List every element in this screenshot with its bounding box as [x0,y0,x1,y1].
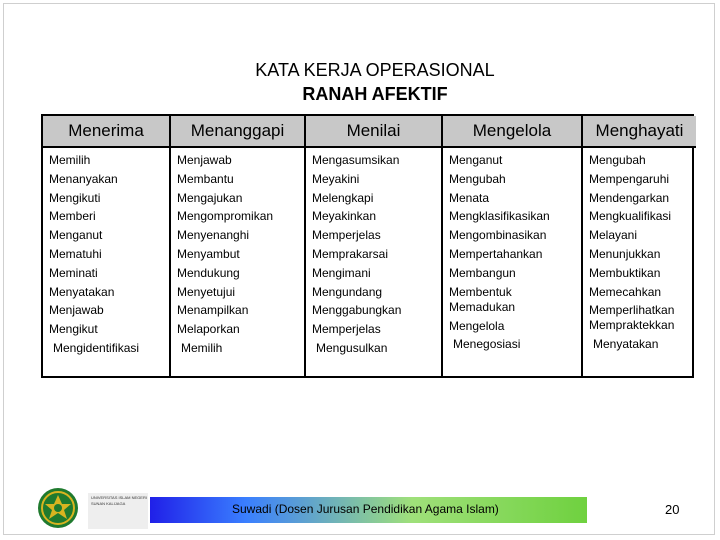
column-header: Mengelola [442,116,582,147]
verb-item: Mengikut [49,322,98,337]
verb-item: Membuktikan [589,265,661,280]
verb-item: Melayani [589,228,638,243]
verb-item: Memperjelas [312,228,381,243]
verb-table [41,114,694,378]
column-menanggapi [170,147,305,376]
column-menilai [305,147,442,376]
verb-item: Meyakinkan [312,209,377,224]
verb-item: Menyatakan [49,284,115,299]
verb-item: Mengimani [312,265,371,280]
verb-item: Menunjukkan [589,246,661,261]
verb-item: Menyambut [177,246,240,261]
title-line-2: RANAH AFEKTIF [302,84,448,104]
verb-item: Mengkualifikasi [589,209,672,224]
institution-name: UNIVERSITAS ISLAM NEGERI SUNAN KALIJAGA [88,493,148,529]
column-header: Menghayati [582,116,696,147]
verb-item: Mendengarkan [589,190,670,205]
verb-item: Mengikuti [49,190,101,205]
verb-item: Mengusulkan [316,340,388,355]
verb-item: Menggabungkan [312,303,402,318]
verb-item: Menegosiasi [453,337,521,352]
title-block [0,58,720,106]
verb-item: Memilih [49,153,91,167]
verb-item: Mempengaruhi [589,171,670,186]
verb-item: Mengompromikan [177,209,274,224]
verb-item: Menyatakan [593,337,659,352]
column-menghayati [582,147,696,376]
verb-item: Mendukung [177,265,240,280]
verb-item: Mengombinasikan [449,228,547,243]
verb-item: Membentuk Memadukan [449,284,516,314]
verb-item: Menanyakan [49,171,118,186]
verb-item: Mempertahankan [449,246,543,261]
verb-item: Menganut [449,153,503,167]
verb-item: Mengidentifikasi [53,340,140,355]
verb-item: Mengubah [449,171,506,186]
footer-author: Suwadi (Dosen Jurusan Pendidikan Agama Islam) [232,502,499,516]
verb-item: Mengasumsikan [312,153,400,167]
verb-item: Melengkapi [312,190,374,205]
verb-item: Membangun [449,265,516,280]
verb-item: Menyenanghi [177,228,250,243]
verb-item: Memecahkan [589,284,662,299]
verb-item: Memprakarsai [312,246,389,261]
verb-item: Melaporkan [177,322,240,337]
verb-item: Memperlihatkan Mempraktekkan [589,303,675,333]
column-header: Menerima [43,116,170,147]
verb-item: Mengundang [312,284,383,299]
verb-item: Menyetujui [177,284,236,299]
column-header: Menanggapi [170,116,305,147]
verb-item: Menganut [49,228,103,243]
verb-item: Menata [449,190,490,205]
verb-item: Memperjelas [312,322,381,337]
verb-item: Memberi [49,209,96,224]
verb-item: Meyakini [312,171,360,186]
verb-item: Mengelola [449,318,505,333]
verb-item: Membantu [177,171,234,186]
verb-item: Menjawab [177,153,232,167]
verb-item: Menjawab [49,303,104,318]
column-menerima [43,147,170,376]
verb-item: Meminati [49,265,98,280]
title-line-1: KATA KERJA OPERASIONAL [255,60,495,80]
university-logo-icon [36,486,80,530]
column-header: Menilai [305,116,442,147]
verb-item: Mematuhi [49,246,102,261]
verb-item: Memilih [181,340,223,355]
verb-item: Menampilkan [177,303,249,318]
verb-item: Mengajukan [177,190,243,205]
column-mengelola [442,147,582,376]
page-number: 20 [665,502,680,517]
verb-item: Mengubah [589,153,646,167]
verb-item: Mengklasifikasikan [449,209,550,224]
